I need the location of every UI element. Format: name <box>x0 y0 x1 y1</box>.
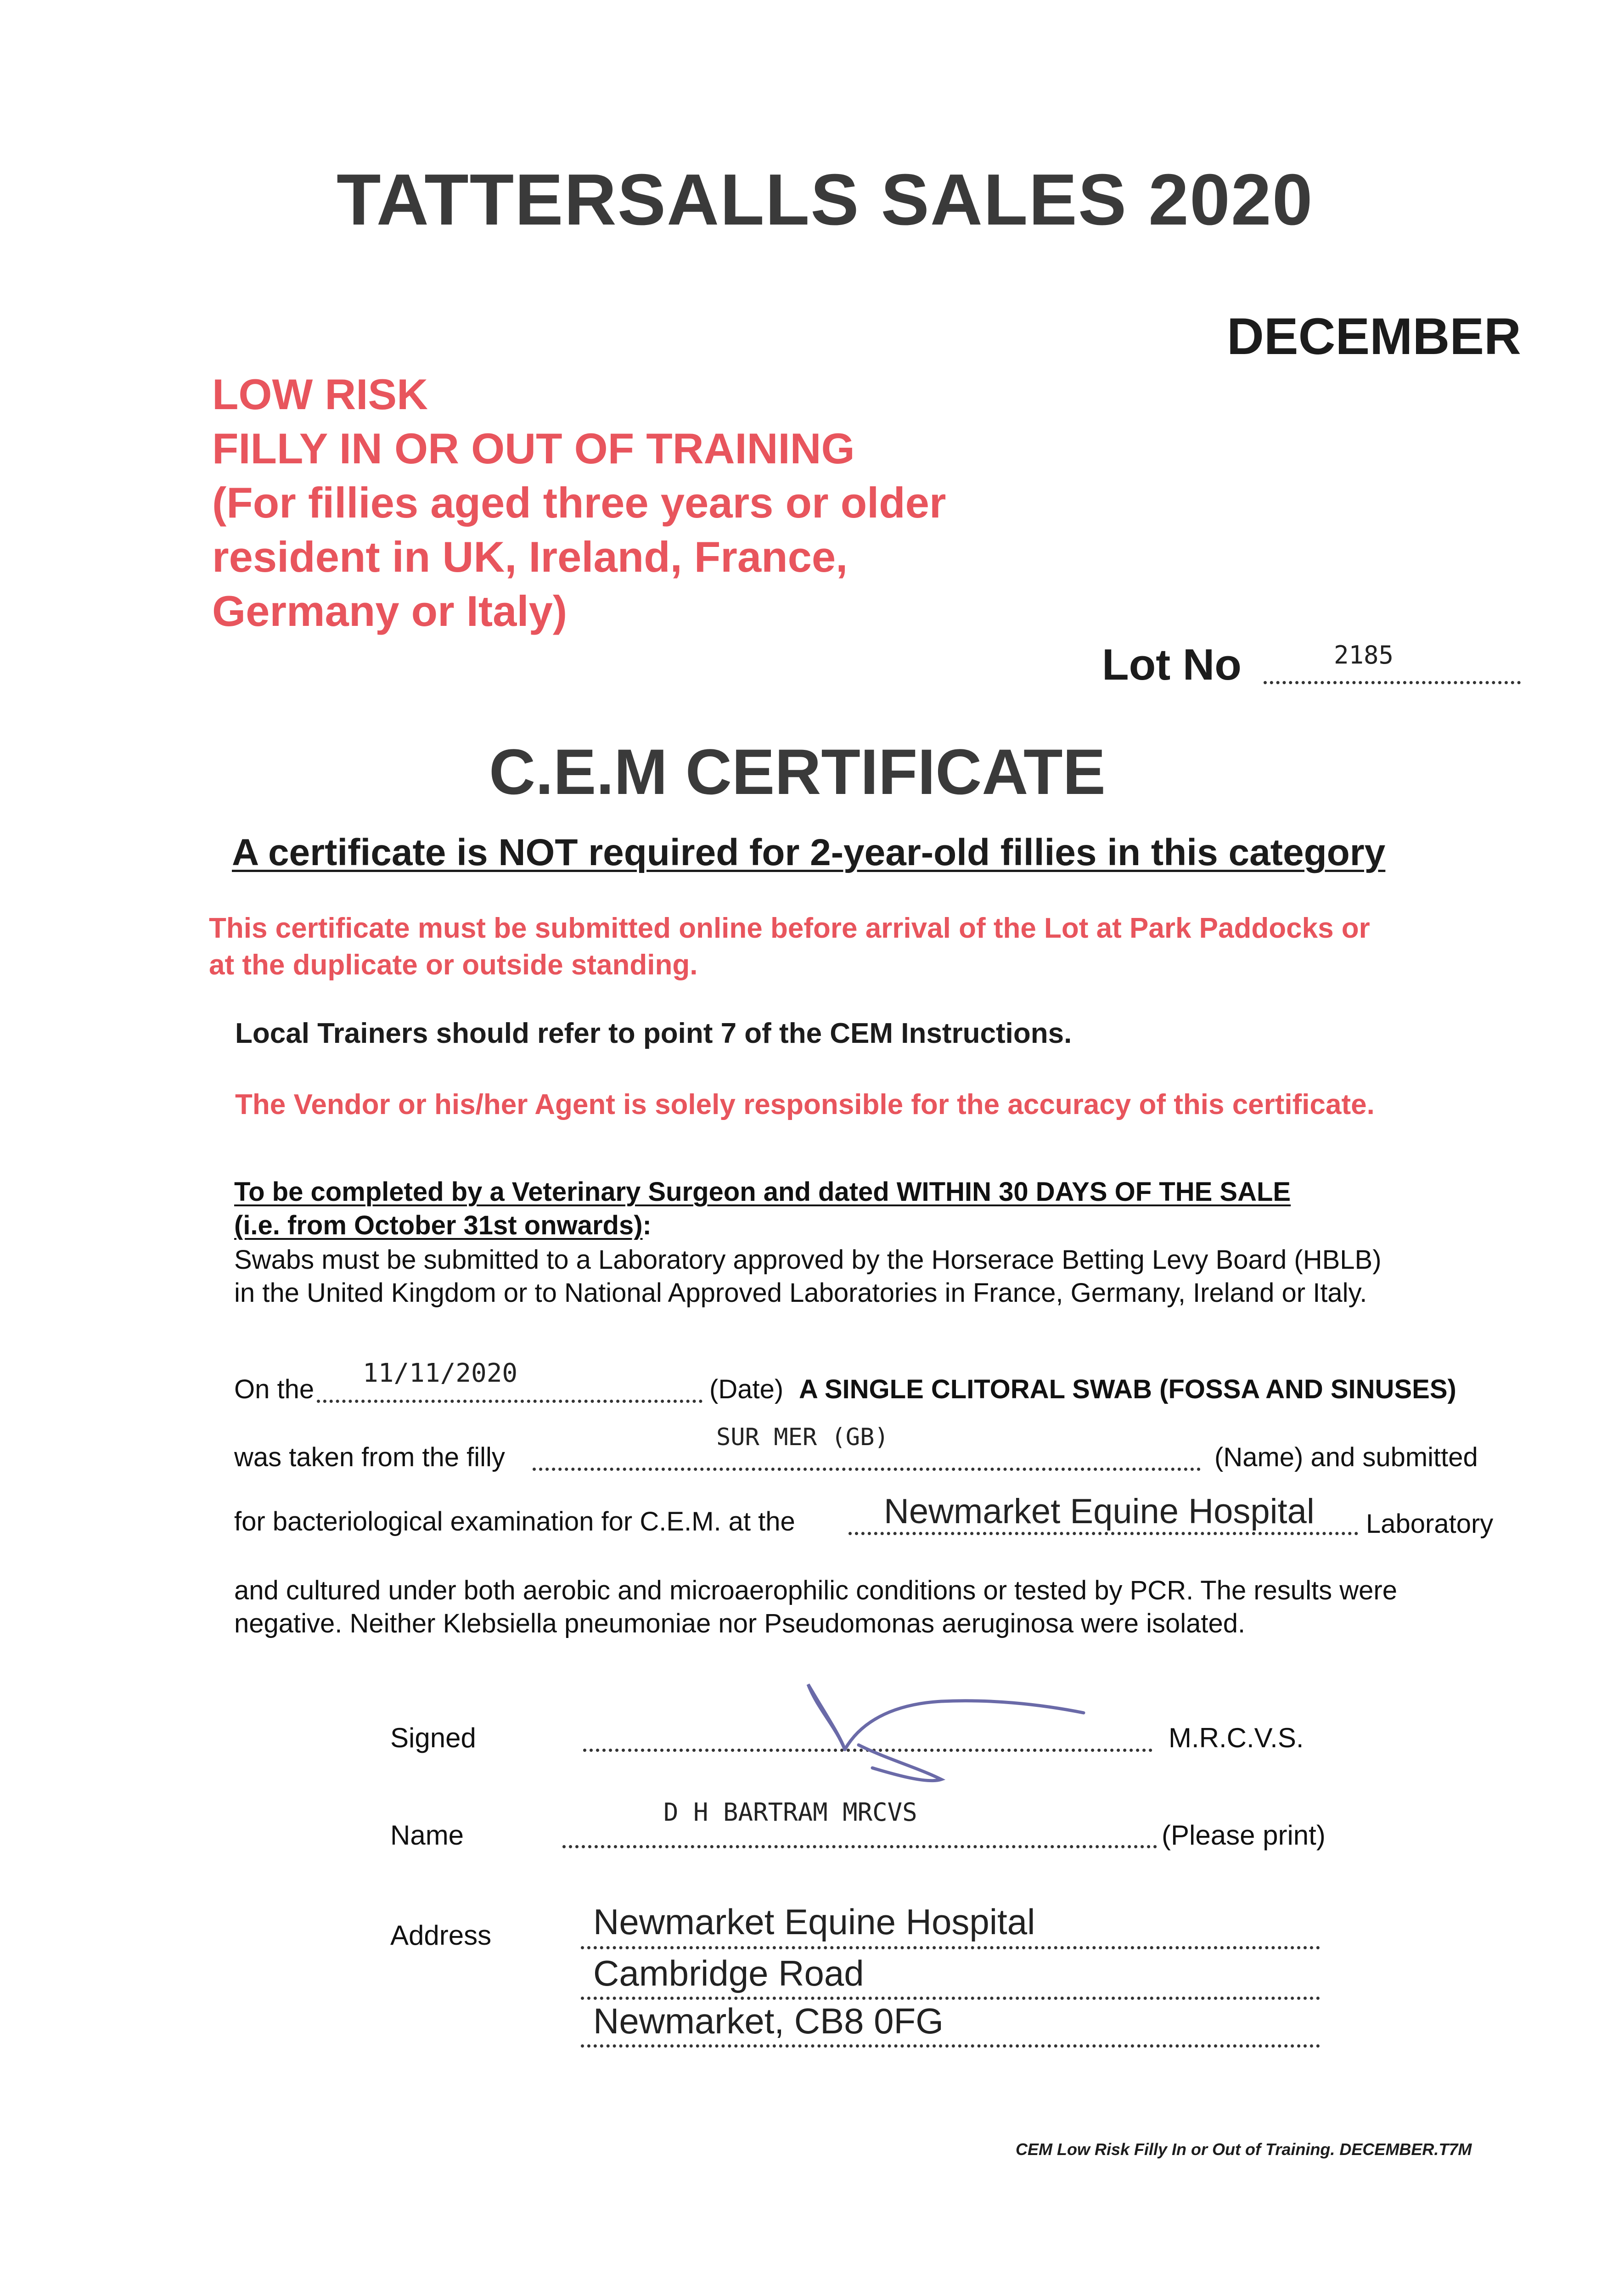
submission-notice <box>209 910 1370 984</box>
instructions-heading-colon: : <box>642 1210 652 1240</box>
instructions-heading-date: (i.e. from October 31st onwards) <box>234 1210 643 1240</box>
trainers-note: Local Trainers should refer to point 7 of the CEM Instructions. <box>235 1018 1072 1049</box>
address-line-1 <box>581 1946 1320 1949</box>
address-line: Newmarket, CB8 0FG <box>593 2001 944 2041</box>
signature-mark <box>790 1681 1120 1800</box>
taken-from-label: was taken from the filly <box>234 1442 505 1472</box>
category-line: (For fillies aged three years or older <box>212 478 946 527</box>
notice-line: at the duplicate or outside standing. <box>209 949 698 981</box>
sale-title: TATTERSALLS SALES 2020 <box>337 159 1314 240</box>
print-name-line <box>562 1845 1157 1848</box>
address-line: Cambridge Road <box>593 1953 864 1993</box>
instructions-line: Swabs must be submitted to a Laboratory approved by the Horserace Betting Levy Board (HBLB) <box>234 1245 1382 1275</box>
instructions-heading-2 <box>234 1210 652 1241</box>
address-line-2 <box>581 1997 1320 2000</box>
vendor-note: The Vendor or his/her Agent is solely responsible for the accuracy of this certificate. <box>235 1089 1375 1120</box>
notice-line: This certificate must be submitted online before arrival of the Lot at Park Paddocks or <box>209 912 1370 944</box>
category-line: resident in UK, Ireland, France, <box>212 533 848 581</box>
swab-description: A SINGLE CLITORAL SWAB (FOSSA AND SINUSES) <box>799 1374 1456 1404</box>
result-line: and cultured under both aerobic and microaerophilic conditions or tested by PCR. The results were <box>234 1576 1397 1605</box>
signed-label: Signed <box>390 1722 476 1753</box>
category-line: Germany or Italy) <box>212 587 568 635</box>
instructions-line: in the United Kingdom or to National Approved Laboratories in France, Germany, Ireland or Italy. <box>234 1278 1367 1308</box>
address-line-3 <box>581 2044 1320 2048</box>
laboratory-line <box>849 1532 1358 1535</box>
category-line: LOW RISK <box>212 370 428 418</box>
filly-name: SUR MER (GB) <box>716 1424 889 1451</box>
result-line: negative. Neither Klebsiella pneumoniae nor Pseudomonas aeruginosa were isolated. <box>234 1609 1246 1638</box>
instructions-heading-1: To be completed by a Veterinary Surgeon and dated WITHIN 30 DAYS OF THE SALE <box>234 1177 1291 1207</box>
on-the-label: On the <box>234 1374 315 1404</box>
please-print-label: (Please print) <box>1162 1820 1326 1851</box>
date-label: (Date) <box>709 1374 784 1404</box>
instructions-text <box>234 1244 1382 1310</box>
category-block <box>212 367 946 638</box>
form-code: CEM Low Risk Filly In or Out of Training. DECEMBER.T7M <box>1016 2140 1472 2159</box>
name-submitted-label: (Name) and submitted <box>1214 1442 1478 1472</box>
lot-number-line <box>1264 681 1521 684</box>
address-line: Newmarket Equine Hospital <box>593 1902 1035 1942</box>
exam-text: for bacteriological examination for C.E.M. at the <box>234 1507 795 1536</box>
date-field-line <box>317 1400 702 1403</box>
vet-name: D H BARTRAM MRCVS <box>663 1798 917 1827</box>
lot-label: Lot No <box>1102 640 1242 689</box>
certificate-subtitle: A certificate is NOT required for 2-year-old fillies in this category <box>232 832 1386 873</box>
name-label: Name <box>390 1820 464 1851</box>
mrcvs-label: M.R.C.V.S. <box>1169 1722 1304 1753</box>
laboratory-value: Newmarket Equine Hospital <box>884 1492 1315 1531</box>
sale-month: DECEMBER <box>1227 308 1521 365</box>
laboratory-label: Laboratory <box>1366 1509 1494 1539</box>
lot-number: 2185 <box>1334 641 1394 670</box>
category-line: FILLY IN OR OUT OF TRAINING <box>212 424 855 473</box>
filly-name-line <box>533 1468 1201 1471</box>
certificate-title: C.E.M CERTIFICATE <box>489 736 1106 808</box>
address-label: Address <box>390 1920 492 1951</box>
result-text <box>234 1574 1397 1640</box>
date-value: 11/11/2020 <box>363 1358 518 1388</box>
